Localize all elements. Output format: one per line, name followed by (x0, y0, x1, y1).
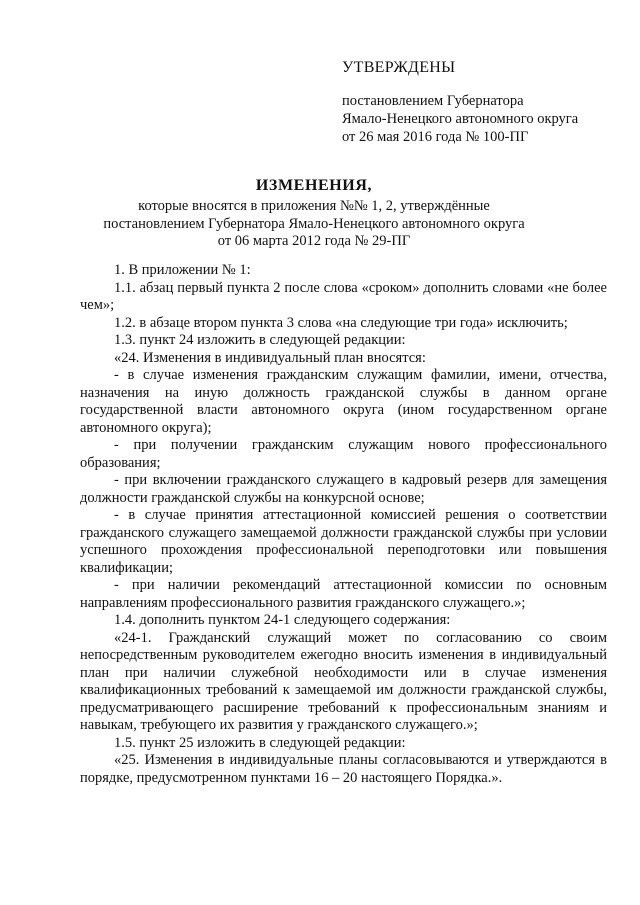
list-item-recommendations: - при наличии рекомендаций аттестационной комиссии по основным направлениям профессионального развития гражданского служащего.»; (80, 577, 607, 611)
approval-heading: УТВЕРЖДЕНЫ (342, 59, 456, 76)
approval-line-2: Ямало-Ненецкого автономного округа (342, 111, 579, 127)
approval-line-1: постановлением Губернатора (342, 93, 524, 109)
paragraph-1-5: 1.5. пункт 25 изложить в следующей редакции: (114, 734, 406, 751)
list-item-new-education: - при получении гражданским служащим нового профессионального образования; (80, 437, 607, 471)
paragraph-25: «25. Изменения в индивидуальные планы согласовываются и утверждаются в порядке, предусмотренном пунктами 16 – 20 настоящего Порядка.». (80, 752, 607, 786)
paragraph-1-1: 1.1. абзац первый пункта 2 после слова «сроком» дополнить словами «не более чем»; (80, 279, 607, 313)
approval-line-3: от 26 мая 2016 года № 100-ПГ (342, 129, 529, 145)
approval-stamp (342, 58, 632, 146)
paragraph-1-2: 1.2. в абзаце втором пункта 3 слова «на следующие три года» исключить; (114, 314, 568, 331)
paragraph-1-3: 1.3. пункт 24 изложить в следующей редакции: (114, 332, 406, 348)
list-item-attestation: - в случае принятия аттестационной комиссией решения о соответствии гражданского служащего замещаемой должности гражданской службы при условии успешного прохождения профессиональной переподготовки или повышения квалификации; (80, 507, 607, 576)
paragraph-1: 1. В приложении № 1: (114, 262, 251, 278)
document-body (80, 262, 607, 787)
document-title: ИЗМЕНЕНИЯ, (255, 177, 373, 194)
paragraph-1-4: 1.4. дополнить пунктом 24-1 следующего содержания: (114, 612, 451, 628)
paragraph-24-1: «24-1. Гражданский служащий может по согласованию со своим непосредственным руководителем ежегодно вносить изменения в индивидуальный план при наличии служебной необходимости или в случае изменения квалификационных требований к замещаемой им должности гражданской службы, предусматривающего расширение требований к профессиональным знаниям и навыкам, требующего их развития у гражданского служащего.»; (80, 629, 607, 733)
paragraph-24-intro: «24. Изменения в индивидуальный план вносятся: (114, 349, 426, 366)
list-item-reserve: - при включении гражданского служащего в кадровый резерв для замещения должности гражданской службы на конкурсной основе; (80, 472, 607, 506)
list-item-name-change: - в случае изменения гражданским служащим фамилии, имени, отчества, назначения на иную должность гражданской службы в данном органе государственной власти автономного округа (ином государственном органе автономного округа); (80, 367, 607, 436)
title-block (96, 176, 532, 251)
document-subtitle: которые вносятся в приложения №№ 1, 2, утверждённые постановлением Губернатора Ямало-Ненецкого автономного округа от 06 марта 2012 года № 29-ПГ (103, 198, 525, 249)
